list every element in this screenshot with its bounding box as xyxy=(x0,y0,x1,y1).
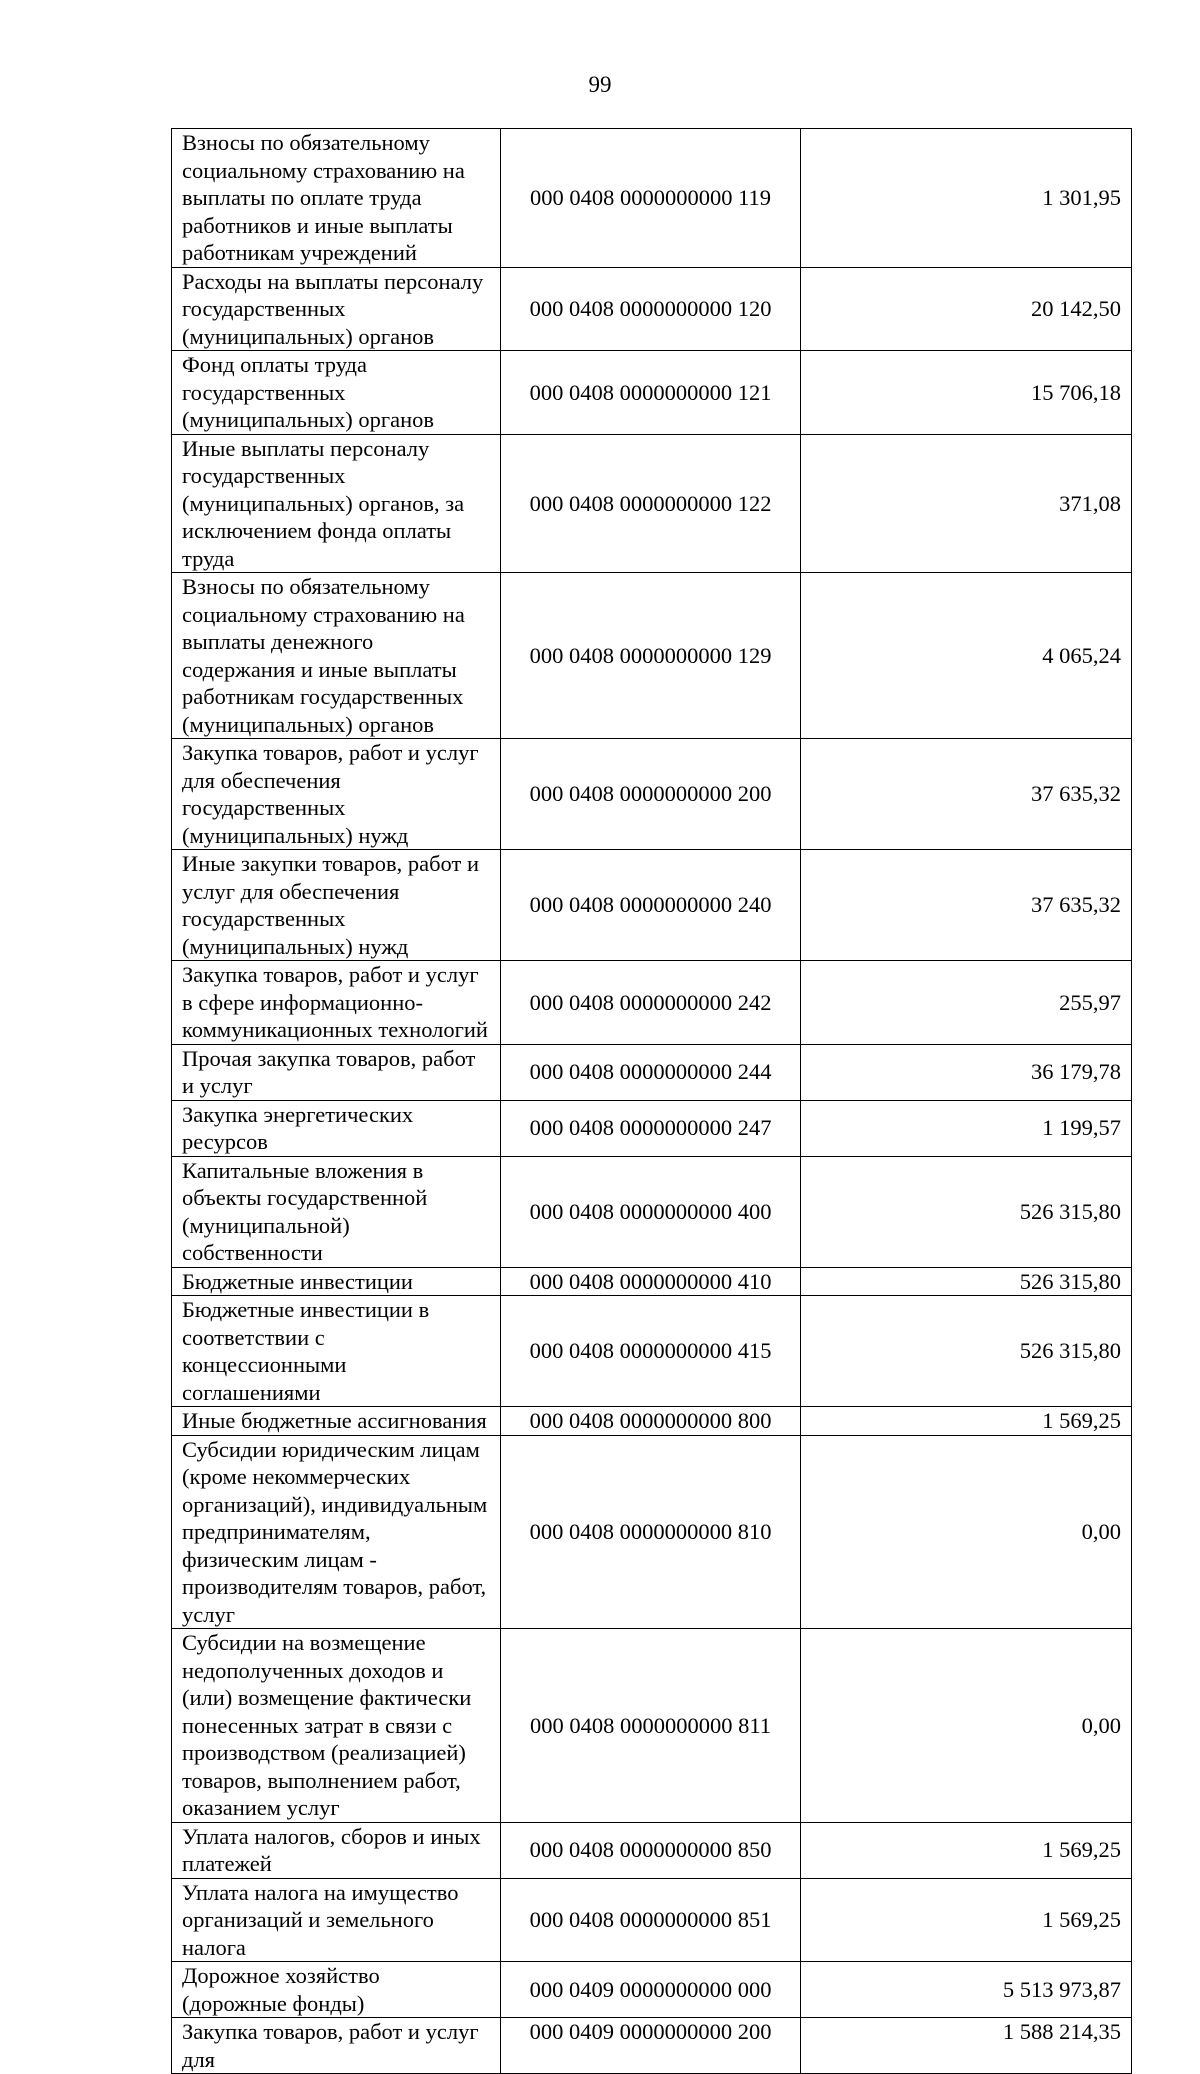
row-code-cell: 000 0408 0000000000 120 xyxy=(501,267,801,351)
row-amount-cell: 5 513 973,87 xyxy=(801,1962,1132,2018)
row-amount-cell: 1 569,25 xyxy=(801,1822,1132,1878)
table-row xyxy=(172,434,1132,573)
row-amount-cell: 371,08 xyxy=(801,434,1132,573)
row-code-cell: 000 0408 0000000000 129 xyxy=(501,573,801,739)
table-row xyxy=(172,1878,1132,1962)
table-row xyxy=(172,267,1132,351)
row-name-cell: Взносы по обязательному социальному страхованию на выплаты по оплате труда работников и иные выплаты работникам учреждений xyxy=(172,129,501,268)
table-row xyxy=(172,129,1132,268)
table-row xyxy=(172,739,1132,850)
row-name-cell: Прочая закупка товаров, работ и услуг xyxy=(172,1044,501,1100)
table-row xyxy=(172,573,1132,739)
row-code-cell: 000 0408 0000000000 119 xyxy=(501,129,801,268)
row-name-cell: Субсидии юридическим лицам (кроме некоммерческих организаций), индивидуальным предпринимателям, физическим лицам - производителям товаров, работ, услуг xyxy=(172,1435,501,1629)
row-code-cell: 000 0408 0000000000 415 xyxy=(501,1296,801,1407)
row-amount-cell: 1 569,25 xyxy=(801,1407,1132,1436)
row-name-cell: Капитальные вложения в объекты государственной (муниципальной) собственности xyxy=(172,1156,501,1267)
row-name-cell: Иные выплаты персоналу государственных (муниципальных) органов, за исключением фонда оплаты труда xyxy=(172,434,501,573)
row-name-cell: Бюджетные инвестиции xyxy=(172,1267,501,1296)
row-amount-cell: 526 315,80 xyxy=(801,1267,1132,1296)
table-row xyxy=(172,1962,1132,2018)
row-code-cell: 000 0408 0000000000 851 xyxy=(501,1878,801,1962)
row-name-cell: Иные закупки товаров, работ и услуг для обеспечения государственных (муниципальных) нужд xyxy=(172,850,501,961)
row-name-cell: Иные бюджетные ассигнования xyxy=(172,1407,501,1436)
row-amount-cell: 20 142,50 xyxy=(801,267,1132,351)
row-name-cell: Закупка товаров, работ и услуг для обеспечения государственных (муниципальных) нужд xyxy=(172,739,501,850)
row-code-cell: 000 0408 0000000000 122 xyxy=(501,434,801,573)
table-row xyxy=(172,850,1132,961)
table-row xyxy=(172,2018,1132,2074)
row-amount-cell: 526 315,80 xyxy=(801,1296,1132,1407)
row-amount-cell: 0,00 xyxy=(801,1435,1132,1629)
row-name-cell: Уплата налогов, сборов и иных платежей xyxy=(172,1822,501,1878)
row-amount-cell: 1 301,95 xyxy=(801,129,1132,268)
row-amount-cell: 37 635,32 xyxy=(801,739,1132,850)
row-amount-cell: 37 635,32 xyxy=(801,850,1132,961)
row-name-cell: Закупка товаров, работ и услуг для xyxy=(172,2018,501,2074)
row-amount-cell: 1 569,25 xyxy=(801,1878,1132,1962)
table-row xyxy=(172,1296,1132,1407)
table-row xyxy=(172,1407,1132,1436)
row-name-cell: Фонд оплаты труда государственных (муниципальных) органов xyxy=(172,351,501,435)
row-name-cell: Субсидии на возмещение недополученных доходов и (или) возмещение фактически понесенных затрат в связи с производством (реализацией) товаров, выполнением работ, оказанием услуг xyxy=(172,1629,501,1823)
row-code-cell: 000 0408 0000000000 247 xyxy=(501,1100,801,1156)
row-code-cell: 000 0408 0000000000 200 xyxy=(501,739,801,850)
row-code-cell: 000 0408 0000000000 850 xyxy=(501,1822,801,1878)
row-amount-cell: 4 065,24 xyxy=(801,573,1132,739)
table-row xyxy=(172,351,1132,435)
row-code-cell: 000 0408 0000000000 244 xyxy=(501,1044,801,1100)
row-amount-cell: 36 179,78 xyxy=(801,1044,1132,1100)
row-name-cell: Бюджетные инвестиции в соответствии с концессионными соглашениями xyxy=(172,1296,501,1407)
row-name-cell: Закупка товаров, работ и услуг в сфере информационно-коммуникационных технологий xyxy=(172,961,501,1045)
row-amount-cell: 1 588 214,35 xyxy=(801,2018,1132,2074)
row-code-cell: 000 0408 0000000000 121 xyxy=(501,351,801,435)
row-name-cell: Взносы по обязательному социальному страхованию на выплаты денежного содержания и иные выплаты работникам государственных (муниципальных) органов xyxy=(172,573,501,739)
page-number: 99 xyxy=(588,72,612,97)
row-amount-cell: 15 706,18 xyxy=(801,351,1132,435)
budget-table xyxy=(171,128,1132,2074)
table-row xyxy=(172,1435,1132,1629)
row-amount-cell: 255,97 xyxy=(801,961,1132,1045)
row-code-cell: 000 0408 0000000000 240 xyxy=(501,850,801,961)
row-name-cell: Закупка энергетических ресурсов xyxy=(172,1100,501,1156)
table-row xyxy=(172,1822,1132,1878)
row-name-cell: Расходы на выплаты персоналу государственных (муниципальных) органов xyxy=(172,267,501,351)
table-row xyxy=(172,961,1132,1045)
row-code-cell: 000 0408 0000000000 810 xyxy=(501,1435,801,1629)
row-amount-cell: 1 199,57 xyxy=(801,1100,1132,1156)
row-code-cell: 000 0408 0000000000 242 xyxy=(501,961,801,1045)
row-code-cell: 000 0408 0000000000 410 xyxy=(501,1267,801,1296)
row-name-cell: Дорожное хозяйство (дорожные фонды) xyxy=(172,1962,501,2018)
table-row xyxy=(172,1044,1132,1100)
row-code-cell: 000 0409 0000000000 000 xyxy=(501,1962,801,2018)
row-code-cell: 000 0408 0000000000 800 xyxy=(501,1407,801,1436)
table-row xyxy=(172,1100,1132,1156)
table-row xyxy=(172,1629,1132,1823)
row-name-cell: Уплата налога на имущество организаций и земельного налога xyxy=(172,1878,501,1962)
table-row xyxy=(172,1156,1132,1267)
row-amount-cell: 526 315,80 xyxy=(801,1156,1132,1267)
row-code-cell: 000 0409 0000000000 200 xyxy=(501,2018,801,2074)
table-row xyxy=(172,1267,1132,1296)
row-code-cell: 000 0408 0000000000 400 xyxy=(501,1156,801,1267)
row-amount-cell: 0,00 xyxy=(801,1629,1132,1823)
row-code-cell: 000 0408 0000000000 811 xyxy=(501,1629,801,1823)
